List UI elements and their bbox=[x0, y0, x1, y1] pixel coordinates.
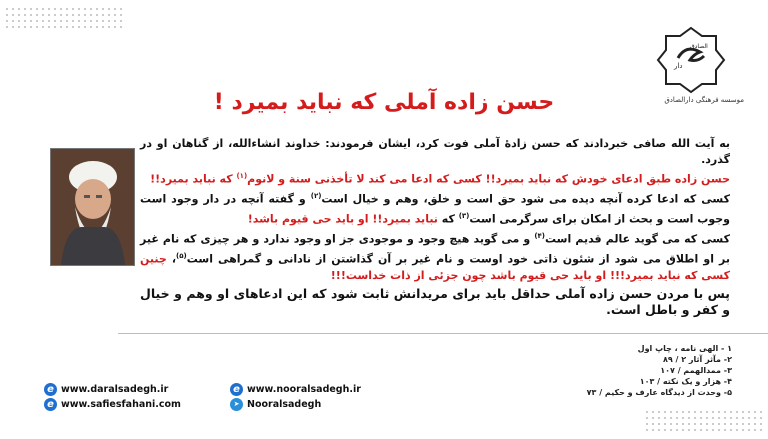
highlight-text: چنین کسی که نباید بمیرد!!! او باید حی قیوم باشد چون جزئی از ذات خداست!!! bbox=[140, 252, 730, 282]
footnote-ref: (۴) bbox=[534, 231, 545, 240]
internet-explorer-icon: e bbox=[44, 398, 57, 411]
paragraph-text: و می گوید هیچ وجود و موجودی جز او وجود ندارد و هر چیزی که نام غیر بر او اطلاق می شود از شئون ذاتی خود اوست و نام غیر بر آن گذاشتن از نادانی و گمراهی است bbox=[140, 232, 730, 266]
footnote-ref: (۲) bbox=[310, 192, 322, 201]
website-link[interactable] bbox=[44, 397, 181, 412]
paragraph-text: به آیت الله صافی خبردادند که حسن زادهٔ آملی فوت کرد، ایشان فرمودند: خداوند انشاءالله، از گناهان او در گذرد. bbox=[140, 137, 730, 167]
reference-item: ۵- وحدت از دیدگاه عارف و حکیم / ۷۳ bbox=[586, 388, 732, 397]
paragraph-4 bbox=[140, 228, 730, 284]
paragraph-text: ، bbox=[166, 252, 177, 266]
paragraph-text: کسی که ادعا کرده آنچه دیده می شود حق است و خلق، وهم و خیال است bbox=[321, 192, 730, 206]
link-text[interactable]: www.nooralsadegh.ir bbox=[247, 384, 361, 395]
telegram-icon: ➤ bbox=[230, 398, 243, 411]
seal-calligraphy-logo bbox=[650, 24, 732, 96]
highlight-text: نباید بمیرد!! او باید حی قیوم باشد! bbox=[247, 212, 438, 226]
paragraph-text: حسن زاده طبق ادعای خودش که نباید بمیرد!! کسی که ادعا می کند لا تأخذنی سنة و لانوم bbox=[247, 173, 730, 187]
reference-item: ۳- ممدالهمم / ۱۰۷ bbox=[660, 366, 732, 375]
website-link[interactable] bbox=[230, 382, 361, 397]
telegram-link[interactable] bbox=[230, 397, 361, 412]
paragraph-text: که نباید بمیرد!! bbox=[150, 173, 237, 187]
reference-item: ۱ - الهی نامه ، چاپ اول bbox=[637, 344, 732, 353]
conclusion-paragraph: پس با مردن حسن زاده آملی حداقل باید برای مریدانش ثابت شود که این ادعاهای او وهم و خیال و کفر و باطل است. bbox=[140, 285, 730, 318]
reference-item: ۲- مآثر آثار ۲ / ۸۹ bbox=[662, 355, 732, 364]
website-link[interactable] bbox=[44, 382, 181, 397]
link-text[interactable]: Nooralsadegh bbox=[247, 399, 322, 410]
link-text[interactable]: www.daralsadegh.ir bbox=[61, 384, 169, 395]
footnote-ref: (۵) bbox=[176, 251, 187, 260]
paragraph-3 bbox=[140, 188, 730, 228]
corner-dot-pattern bbox=[4, 6, 124, 30]
footnote-ref: (۱) bbox=[236, 172, 248, 181]
logo-caption: موسسه فرهنگی دارالصادق bbox=[664, 96, 744, 104]
website-links-left bbox=[44, 382, 181, 412]
paragraph-1 bbox=[140, 136, 730, 168]
reference-item: ۴- هزار و یک نکته / ۱۰۳ bbox=[639, 377, 732, 386]
paragraph-text: که bbox=[437, 212, 459, 226]
corner-dot-pattern bbox=[644, 409, 764, 433]
website-links-mid bbox=[230, 382, 361, 412]
svg-text:الصادق: الصادق bbox=[690, 43, 708, 50]
link-text[interactable]: www.safiesfahani.com bbox=[61, 399, 181, 410]
article-body bbox=[140, 136, 730, 318]
page-title: حسن زاده آملی که نباید بمیرد ! bbox=[213, 90, 555, 115]
portrait-photo bbox=[50, 148, 135, 266]
svg-text:دار: دار bbox=[674, 62, 683, 70]
paragraph-2 bbox=[140, 168, 730, 188]
paragraph-text: کسی که می گوید عالم قدیم است bbox=[545, 232, 730, 246]
internet-explorer-icon: e bbox=[44, 383, 57, 396]
internet-explorer-icon: e bbox=[230, 383, 243, 396]
footnote-ref: (۳) bbox=[458, 212, 470, 221]
divider bbox=[118, 333, 768, 334]
paragraph-text: و گفته آنچه در دار وجود است وجوب است و بحث از امکان برای سرگرمی است bbox=[140, 192, 730, 226]
references-list bbox=[587, 343, 732, 398]
